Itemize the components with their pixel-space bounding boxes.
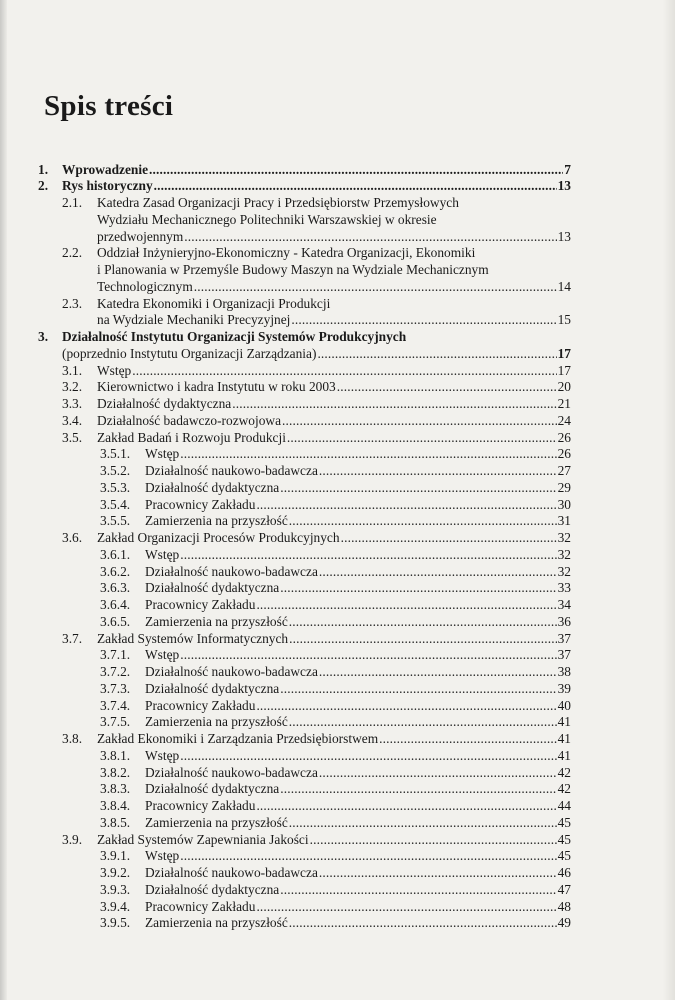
toc-entry-page: 45 — [557, 831, 571, 847]
toc-entry-number: 3.7.2. — [100, 664, 131, 679]
toc-entry-title: na Wydziale Mechaniki Precyzyjnej — [97, 312, 291, 328]
toc-entry[interactable] — [0, 646, 675, 663]
toc-entry-number: 2.3. — [62, 295, 83, 311]
dot-leader — [287, 429, 557, 446]
toc-entry-number: 3.7.3. — [100, 680, 131, 696]
dot-leader — [280, 780, 556, 797]
toc-entry-number: 3.6.1. — [100, 546, 131, 562]
toc-entry-page: 49 — [557, 915, 571, 931]
toc-entry-title: Działalność naukowo-badawcza — [145, 463, 318, 478]
toc-entry-title: Działalność dydaktyczna — [145, 479, 280, 495]
dot-leader — [319, 563, 557, 580]
toc-entry-number: 3.6.3. — [100, 580, 131, 596]
toc-entry-page: 41 — [557, 714, 571, 730]
toc-entry[interactable] — [0, 278, 675, 295]
toc-entry[interactable] — [0, 546, 675, 563]
toc-entry-number: 3.6.5. — [100, 613, 131, 629]
toc-entry-number: 3. — [38, 329, 49, 344]
toc-entry-title: Pracownicy Zakładu — [145, 496, 256, 512]
toc-entry-title: Wydziału Mechanicznego Politechniki Warszawskiej w okresie — [97, 211, 437, 227]
toc-entry-number: 3.8.2. — [100, 764, 131, 780]
toc-entry-number: 3.7. — [62, 630, 83, 646]
toc-entry-page: 44 — [557, 798, 571, 813]
toc-entry-title: Zamierzenia na przyszłość — [145, 814, 288, 830]
toc-entry[interactable] — [0, 211, 675, 228]
toc-entry-page: 27 — [557, 463, 571, 478]
toc-entry[interactable] — [0, 345, 675, 362]
dot-leader — [319, 462, 557, 479]
toc-entry[interactable] — [0, 730, 675, 747]
dot-leader — [289, 630, 556, 647]
toc-entry[interactable] — [0, 512, 675, 529]
toc-entry-title: Wstęp — [145, 446, 180, 462]
toc-entry-title: Zakład Organizacji Procesów Produkcyjnych — [97, 530, 340, 545]
toc-entry-page: 31 — [557, 513, 571, 529]
dot-leader — [256, 797, 556, 814]
toc-entry[interactable] — [0, 831, 675, 848]
dot-leader — [180, 546, 556, 563]
toc-entry-page: 41 — [557, 731, 571, 746]
dot-leader — [289, 613, 557, 630]
toc-entry-number: 3.7.5. — [100, 714, 131, 730]
toc-entry-title: Pracownicy Zakładu — [145, 898, 256, 914]
dot-leader — [291, 311, 556, 328]
toc-entry-title: Wstęp — [97, 362, 132, 378]
toc-entry-title: Działalność naukowo-badawcza — [145, 563, 318, 579]
toc-entry-number: 3.5.3. — [100, 479, 131, 495]
toc-entry[interactable] — [0, 596, 675, 613]
toc-entry-page: 45 — [557, 848, 571, 864]
toc-entry[interactable] — [0, 630, 675, 647]
toc-entry-title: (poprzednio Instytutu Organizacji Zarządzania) — [62, 345, 317, 361]
toc-entry-title: przedwojennym — [97, 228, 184, 244]
toc-entry[interactable] — [0, 161, 675, 178]
dot-leader — [256, 898, 556, 915]
toc-entry-page: 26 — [557, 446, 571, 462]
toc-entry[interactable] — [0, 244, 675, 261]
toc-entry-page: 30 — [557, 496, 571, 512]
dot-leader — [289, 814, 557, 831]
toc-entry[interactable] — [0, 864, 675, 881]
toc-entry-title: Wstęp — [145, 747, 180, 763]
toc-entry-title: Pracownicy Zakładu — [145, 597, 256, 612]
toc-entry-title: Wstęp — [145, 546, 180, 562]
toc-entry-page: 41 — [557, 747, 571, 763]
toc-entry-title: Wstęp — [145, 848, 180, 864]
toc-entry[interactable] — [0, 747, 675, 764]
toc-entry-number: 3.1. — [62, 362, 83, 378]
toc-entry-page: 42 — [557, 764, 571, 780]
toc-entry-number: 3.8.1. — [100, 747, 131, 763]
toc-entry-title: Zamierzenia na przyszłość — [145, 915, 288, 931]
toc-entry-page: 42 — [557, 781, 571, 797]
toc-entry-title: Działalność naukowo-badawcza — [145, 764, 318, 780]
toc-entry[interactable] — [0, 194, 675, 211]
toc-entry[interactable] — [0, 780, 675, 797]
dot-leader — [256, 596, 556, 613]
toc-entry-title: i Planowania w Przemyśle Budowy Maszyn na Wydziale Mechanicznym — [97, 262, 489, 277]
toc-entry-page: 21 — [557, 396, 571, 411]
toc-entry[interactable] — [0, 680, 675, 697]
toc-entry-page: 39 — [557, 680, 571, 696]
dot-leader — [310, 831, 557, 848]
dot-leader — [317, 345, 556, 362]
toc-entry-title: Pracownicy Zakładu — [145, 697, 256, 713]
toc-entry-title: Rys historyczny — [62, 178, 153, 194]
toc-entry-page: 33 — [557, 580, 571, 596]
toc-entry-page: 13 — [557, 178, 571, 194]
dot-leader — [256, 496, 556, 513]
toc-entry[interactable] — [0, 445, 675, 462]
toc-entry-title: Działalność dydaktyczna — [145, 881, 280, 897]
dot-leader — [149, 161, 563, 178]
dot-leader — [132, 362, 556, 379]
toc-entry-page: 26 — [557, 429, 571, 445]
toc-entry[interactable] — [0, 663, 675, 680]
toc-entry[interactable] — [0, 228, 675, 245]
toc-entry[interactable] — [0, 311, 675, 328]
toc-entry[interactable] — [0, 395, 675, 412]
toc-entry[interactable] — [0, 713, 675, 730]
dot-leader — [319, 663, 557, 680]
toc-entry-title: Zamierzenia na przyszłość — [145, 613, 288, 629]
toc-entry-number: 3.9.5. — [100, 915, 131, 931]
dot-leader — [319, 864, 557, 881]
toc-entry[interactable] — [0, 579, 675, 596]
toc-entry[interactable] — [0, 881, 675, 898]
toc-entry-page: 45 — [557, 814, 571, 830]
toc-entry-number: 3.5. — [62, 429, 83, 445]
dot-leader — [341, 529, 557, 546]
toc-entry-title: Kierownictwo i kadra Instytutu w roku 2003 — [97, 379, 336, 395]
dot-leader — [289, 914, 557, 931]
toc-entry-title: Zakład Systemów Informatycznych — [97, 630, 289, 646]
toc-entry-page: 24 — [557, 412, 571, 428]
dot-leader — [379, 730, 557, 747]
toc-entry-number: 3.2. — [62, 379, 83, 395]
toc-entry-title: Katedra Ekonomiki i Organizacji Produkcji — [97, 295, 331, 311]
toc-entry[interactable] — [0, 563, 675, 580]
toc-entry-title: Działalność Instytutu Organizacji Systemów Produkcyjnych — [62, 329, 407, 344]
dot-leader — [154, 177, 557, 194]
toc-entry-title: Działalność dydaktyczna — [145, 781, 280, 797]
toc-entry-number: 3.7.1. — [100, 647, 131, 663]
toc-entry-page: 14 — [557, 278, 571, 294]
toc-entry-page: 15 — [557, 312, 571, 328]
toc-entry[interactable] — [0, 797, 675, 814]
toc-entry-number: 3.3. — [62, 396, 83, 411]
toc-entry-number: 3.9.2. — [100, 865, 131, 880]
dot-leader — [319, 764, 557, 781]
toc-entry[interactable] — [0, 412, 675, 429]
toc-entry[interactable] — [0, 328, 675, 345]
toc-entry-number: 3.8.5. — [100, 814, 131, 830]
toc-entry-title: Wstęp — [145, 647, 180, 663]
toc-entry-page: 17 — [557, 362, 571, 378]
dot-leader — [280, 680, 556, 697]
toc-entry[interactable] — [0, 529, 675, 546]
dot-leader — [256, 697, 556, 714]
toc-entry-title: Działalność naukowo-badawcza — [145, 865, 318, 880]
toc-entry-number: 3.9.4. — [100, 898, 131, 914]
toc-entry[interactable] — [0, 847, 675, 864]
toc-entry-title: Oddział Inżynieryjno-Ekonomiczny - Katedra Organizacji, Ekonomiki — [97, 245, 476, 261]
toc-entry-title: Zakład Badań i Rozwoju Produkcji — [97, 429, 286, 445]
toc-entry[interactable] — [0, 764, 675, 781]
toc-entry-title: Zakład Ekonomiki i Zarządzania Przedsiębiorstwem — [97, 731, 379, 746]
toc-entry-page: 32 — [557, 563, 571, 579]
toc-entry-title: Działalność dydaktyczna — [145, 580, 280, 596]
toc-entry-page: 37 — [557, 630, 571, 646]
dot-leader — [289, 512, 557, 529]
toc-entry-page: 20 — [557, 379, 571, 395]
toc-entry-title: Działalność dydaktyczna — [97, 396, 232, 411]
page-title: Spis treści — [44, 90, 174, 122]
dot-leader — [180, 747, 556, 764]
toc-entry-number: 3.4. — [62, 412, 83, 428]
dot-leader — [184, 228, 556, 245]
dot-leader — [289, 713, 557, 730]
toc-entry-page: 13 — [557, 228, 571, 244]
toc-entry-number: 3.9.3. — [100, 881, 131, 897]
toc-entry[interactable] — [0, 177, 675, 194]
toc-entry[interactable] — [0, 378, 675, 395]
toc-entry-number: 3.5.4. — [100, 496, 131, 512]
toc-entry-number: 3.9.1. — [100, 848, 131, 864]
toc-entry[interactable] — [0, 362, 675, 379]
toc-entry-number: 3.5.2. — [100, 463, 131, 478]
dot-leader — [337, 378, 557, 395]
toc-entry[interactable] — [0, 898, 675, 915]
toc-entry[interactable] — [0, 261, 675, 278]
toc-entry-number: 2.1. — [62, 195, 83, 210]
toc-entry[interactable] — [0, 613, 675, 630]
toc-entry[interactable] — [0, 697, 675, 714]
toc-entry-number: 3.5.1. — [100, 446, 131, 462]
toc-entry-number: 1. — [38, 161, 49, 177]
toc-entry[interactable] — [0, 479, 675, 496]
toc-entry-number: 2. — [38, 178, 49, 194]
toc-entry[interactable] — [0, 462, 675, 479]
dot-leader — [280, 479, 556, 496]
toc-entry[interactable] — [0, 814, 675, 831]
toc-entry-page: 17 — [557, 345, 571, 361]
toc-entry-number: 3.6.2. — [100, 563, 131, 579]
toc-entry-title: Wprowadzenie — [62, 161, 149, 177]
toc-entry[interactable] — [0, 496, 675, 513]
dot-leader — [280, 579, 556, 596]
toc-entry-page: 36 — [557, 613, 571, 629]
toc-entry-page: 48 — [557, 898, 571, 914]
toc-entry-number: 3.8. — [62, 731, 83, 746]
toc-entry-page: 32 — [557, 530, 571, 545]
toc-entry-page: 46 — [557, 865, 571, 880]
toc-entry-title: Działalność naukowo-badawcza — [145, 664, 318, 679]
toc-entry-page: 34 — [557, 597, 571, 612]
toc-entry[interactable] — [0, 914, 675, 931]
dot-leader — [180, 847, 556, 864]
toc-entry-title: Zakład Systemów Zapewniania Jakości — [97, 831, 309, 847]
toc-entry-page: 40 — [557, 697, 571, 713]
toc-entry-number: 3.7.4. — [100, 697, 131, 713]
dot-leader — [180, 646, 556, 663]
toc-entry[interactable] — [0, 429, 675, 446]
dot-leader — [280, 881, 556, 898]
toc-entry[interactable] — [0, 295, 675, 312]
toc-entry-title: Zamierzenia na przyszłość — [145, 714, 288, 730]
toc-entry-title: Działalność badawczo-rozwojowa — [97, 412, 282, 428]
toc-entry-number: 3.9. — [62, 831, 83, 847]
dot-leader — [194, 278, 557, 295]
toc-entry-page: 47 — [557, 881, 571, 897]
toc-entry-number: 3.6.4. — [100, 597, 131, 612]
toc-entry-title: Technologicznym — [97, 278, 193, 294]
toc-entry-number: 2.2. — [62, 245, 83, 261]
dot-leader — [232, 395, 556, 412]
toc-entry-number: 3.6. — [62, 530, 83, 545]
toc-entry-number: 3.8.3. — [100, 781, 131, 797]
toc-entry-number: 3.8.4. — [100, 798, 131, 813]
toc-entry-title: Katedra Zasad Organizacji Pracy i Przedsiębiorstw Przemysłowych — [97, 195, 459, 210]
toc-entry-page: 37 — [557, 647, 571, 663]
toc-entry-title: Działalność dydaktyczna — [145, 680, 280, 696]
dot-leader — [180, 445, 556, 462]
dot-leader — [282, 412, 557, 429]
toc-entry-number: 3.5.5. — [100, 513, 131, 529]
toc-entry-title: Pracownicy Zakładu — [145, 798, 256, 813]
toc-entry-page: 32 — [557, 546, 571, 562]
toc-entry-page: 7 — [564, 161, 571, 177]
toc-entry-title: Zamierzenia na przyszłość — [145, 513, 288, 529]
toc-entry-page: 38 — [557, 664, 571, 679]
toc-entry-page: 29 — [557, 479, 571, 495]
